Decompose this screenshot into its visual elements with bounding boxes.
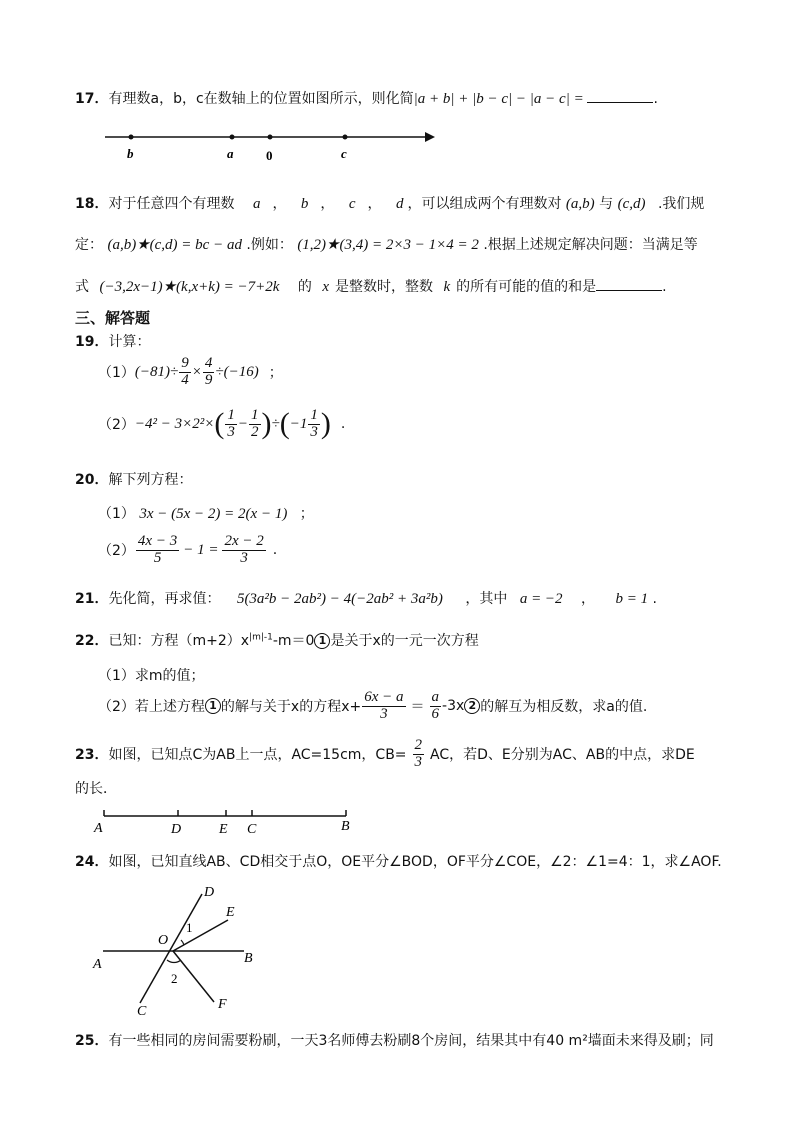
q23-text-a: 如图，已知点C为AB上一点，AC=15cm，CB= [108,747,407,764]
q22-part2 [98,690,647,723]
line-cd [140,894,202,1003]
q19-p2-div: ÷ [271,415,280,432]
q20-text: 解下列方程： [108,472,193,488]
label-c: c [341,146,347,161]
q23-line1 [75,738,695,771]
point-b-dot [129,135,134,140]
q18-line1: 18．对于任意四个有理数 a ， b ， c ， d ，可以组成两个有理数对 (a,b) 与 (c,d) .我们规 [75,196,705,212]
q17-text: 有理数a，b，c在数轴上的位置如图所示，则化简 [108,91,414,107]
q22-line [75,630,479,650]
q18-and: 与 [599,196,614,212]
q17-line [75,88,658,108]
q24-text: 如图，已知直线AB、CD相交于点O，OE平分∠BOD，OF平分∠COE，∠2：∠1=4：1，求∠AOF. [108,854,722,870]
q17-number: 17． [75,91,109,107]
ray-oe [173,920,228,951]
q19-p2-frac2: $\frac{1}{2}$ [251,407,259,440]
q25-text: 有一些相同的房间需要粉刷，一天3名师傅去粉刷8个房间，结果其中有40 m²墙面未来得及刷；同 [108,1033,714,1049]
q19-p2-paren-open2: ( [279,407,290,441]
q19-p1-rest: ÷(−16) [215,363,259,380]
q18-text-2b: .例如： [246,237,293,253]
label-B: B [341,819,350,834]
q18-var-b: b [300,196,309,212]
q20-p2-label: （2） [98,543,135,560]
q18-line2 [75,234,698,254]
q22-p2-frac1: $\frac{6x - a}{3}$ [364,689,404,722]
q18-text-1b: ，可以组成两个有理数对 [407,196,562,212]
point-a-dot [230,135,235,140]
q19-p2-minus: − [237,415,249,432]
label-B: B [244,951,253,966]
label-D: D [204,885,215,900]
q17-number-line [95,125,445,165]
q20-p2-end: . [272,542,278,559]
q20-p2-mid: − 1 = [183,541,219,558]
q21-comma: ， [581,591,596,607]
q19-p1-frac2: $\frac{4}{9}$ [204,355,213,388]
label-2: 2 [171,971,178,986]
q19-p1-end: ； [268,365,283,382]
q22-p2-text-a: 若上述方程 [134,699,205,716]
q22-number: 22． [75,633,109,649]
q18-end: . [662,279,667,295]
q19-part2 [98,408,345,441]
q20-p1-end: ； [299,506,314,522]
q19-p2-paren-open: ( [214,407,225,441]
q18-text-1a: 对于任意四个有理数 [108,196,235,212]
q22-p2-circle-1: 1 [205,698,221,714]
label-A: A [94,821,103,836]
q18-text-2a: 定： [75,237,103,253]
q19-p2-paren-close2: ) [320,407,331,441]
q20-p2-frac1: $\frac{4x - 3}{5}$ [137,533,178,566]
label-a: a [227,146,234,161]
label-C: C [247,822,257,837]
q25-line [75,1030,714,1050]
number-line-arrow [425,132,435,142]
q20-p1-equation: 3x − (5x − 2) = 2(x − 1) [139,506,288,522]
arc-angle-2 [167,960,181,963]
q19-p1-label: （1） [98,365,135,382]
q17-expression: |a + b| + |b − c| − |a − c| = [413,91,588,107]
q18-pair2: (c,d) [617,196,646,212]
label-E: E [219,822,228,837]
q21-text: 先化简，再求值： [108,591,221,607]
q22-p1-text: 求m的值； [134,668,205,684]
q18-var-k: k [443,279,451,295]
q22-p2-label: （2） [98,699,135,716]
label-D: D [171,822,182,837]
q23-frac: $\frac{2}{3}$ [414,737,423,770]
q18-var-c: c [348,196,356,212]
q18-condition: (−3,2x−1)★(k,x+k) = −7+2k [99,279,280,295]
section-title: 三、解答题 [75,309,151,327]
q22-circle-1: 1 [314,633,330,649]
q23-segment-figure [90,808,360,838]
q19-p2-frac1: $\frac{1}{3}$ [227,407,235,440]
q20-p2-frac2: $\frac{2x - 2}{3}$ [224,533,264,566]
q19-p2-neg: −1 [289,415,308,432]
q18-text-3a: 式 [75,279,89,295]
label-C: C [137,1004,147,1019]
q19-p2-term: −4² − 3×2²× [134,415,215,432]
q18-text-3b: 的 [297,279,312,295]
q19-number: 19． [75,334,109,350]
point-c-dot [343,135,348,140]
point-zero-dot [268,135,273,140]
label-O: O [158,933,169,948]
q22-p2-text-c: -3x [442,698,465,715]
q22-text-b: -m＝0 [272,633,315,649]
q23-line2: 的长． [75,781,117,797]
q22-p2-eq: ＝ [410,699,425,716]
q19-p2-paren-close: ) [261,407,272,441]
arc-angle-1 [181,940,184,945]
q19-p2-label: （2） [98,417,135,434]
q18-text-3c: 是整数时，整数 [334,279,433,295]
q24-number: 24． [75,854,109,870]
q20-p1-label: （1） [98,506,135,522]
q21-b-value: b = 1 [615,591,649,607]
q18-text-2c: .根据上述规定解决问题：当满足等 [483,237,698,253]
q22-p1-label: （1） [98,668,135,684]
q25-number: 25． [75,1033,109,1049]
q19-p1-frac1: $\frac{9}{4}$ [181,355,189,388]
ray-of [173,951,214,1002]
q18-number: 18． [75,196,109,212]
q19-line [75,331,150,351]
q20-part1 [98,503,314,523]
q19-p1-term: (−81)÷ [134,363,179,380]
q18-text-1c: .我们规 [657,196,705,212]
q22-part1 [98,665,205,685]
q18-var-a: a [252,196,261,212]
q22-text-a: 已知：方程（m+2）x [108,633,250,649]
label-b: b [127,146,134,161]
q19-p2-frac3: $\frac{1}{3}$ [310,407,318,440]
label-E: E [226,905,235,920]
q22-p2-frac2: $\frac{a}{6}$ [431,689,440,722]
q21-a-value: a = −2 [519,591,563,607]
q20-part2 [98,534,277,567]
q21-expression: 5(3a²b − 2ab²) − 4(−2ab² + 3a²b) [236,591,443,607]
q19-p1-times: × [191,363,202,380]
q18-line3 [75,276,667,296]
q20-number: 20． [75,472,109,488]
q17-answer-blank[interactable] [587,88,653,103]
q23-number: 23． [75,747,109,764]
q24-angle-figure [88,880,278,1020]
q21-where: ，其中 [465,591,508,607]
q19-text: 计算： [108,334,151,350]
q18-text-3d: 的所有可能的值的和是 [456,279,597,295]
q24-line [75,851,722,871]
q18-example: (1,2)★(3,4) = 2×3 − 1×4 = 2 [297,237,479,253]
q18-pair1: (a,b) [565,196,595,212]
q18-definition: (a,b)★(c,d) = bc − ad [107,237,242,253]
q20-line [75,469,192,489]
q21-number: 21． [75,591,109,607]
q22-p2-text-d: 的解互为相反数，求a的值. [480,699,648,716]
label-1: 1 [186,920,193,935]
q18-var-d: d [395,196,404,212]
q22-exponent: |m|-1 [249,632,273,643]
q22-p2-text-b: 的解与关于x的方程x+ [220,699,362,716]
q21-line [75,588,657,608]
q19-p2-end: . [340,416,346,433]
label-A: A [93,957,102,972]
label-F: F [218,997,227,1012]
q17-end: . [653,91,658,107]
q21-end: . [652,591,657,607]
q18-answer-blank[interactable] [596,276,662,291]
label-zero: 0 [266,148,273,163]
q23-text-b: AC，若D、E分别为AC、AB的中点，求DE [430,747,695,764]
q18-var-x: x [322,279,329,295]
q19-part1 [98,356,283,389]
q22-p2-circle-2: 2 [464,698,480,714]
q22-text-c: 是关于x的一元一次方程 [330,633,479,649]
